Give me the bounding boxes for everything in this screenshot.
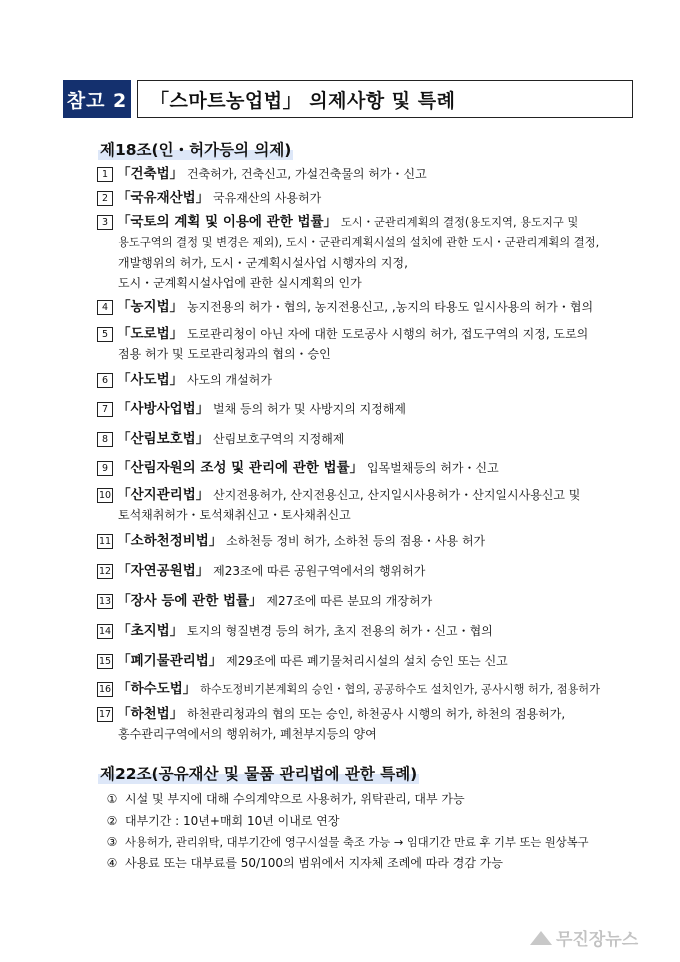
item-text: 농지전용의 허가・협의, 농지전용신고, ,농지의 타용도 일시사용의 허가・협의 <box>186 300 594 314</box>
item-number: 5 <box>97 327 113 342</box>
item-text: 하수도정비기본계획의 승인・협의, 공공하수도 설치인가, 공사시행 허가, 점용허가 <box>200 683 600 696</box>
item-text-cont: 점용 허가 및 도로관리청과의 협의・승인 <box>118 347 331 361</box>
item-text: 사도의 개설허가 <box>186 373 272 387</box>
law-name: 「국토의 계획 및 이용에 관한 법률」 <box>117 214 338 230</box>
item-marker: ② <box>106 814 118 828</box>
watermark <box>530 925 638 950</box>
law-name: 「산림자원의 조성 및 관리에 관한 법률」 <box>117 460 364 476</box>
item-number: 12 <box>99 566 112 577</box>
item-text: 제23조에 따른 공원구역에서의 행위허가 <box>213 564 426 578</box>
item-marker: ① <box>106 792 118 806</box>
law-name: 「하천법」 <box>117 706 184 722</box>
law-name: 「폐기물관리법」 <box>117 653 223 669</box>
item-marker: ④ <box>106 856 118 870</box>
list-item-8 <box>97 429 657 449</box>
law-name: 「자연공원법」 <box>117 563 210 579</box>
list-item-12 <box>97 561 657 581</box>
law-name: 「도로법」 <box>117 326 184 342</box>
item-number: 3 <box>97 215 113 230</box>
page-title: 「스마트농업법」 의제사항 및 특례 <box>137 80 633 118</box>
item-text: 대부기간 : 10년+매회 10년 이내로 연장 <box>125 814 340 828</box>
list-item-14 <box>97 621 657 641</box>
list-item-3 <box>97 212 657 293</box>
item-text: 산지전용허가, 산지전용신고, 산지일시사용허가・산지일시사용신고 및 <box>213 488 581 502</box>
item-number: 13 <box>99 596 112 607</box>
item-text: 시설 및 부지에 대해 수의계약으로 사용허가, 위탁관리, 대부 가능 <box>125 792 465 806</box>
item-number: 6 <box>97 373 113 388</box>
item-text: 제27조에 따른 분묘의 개장허가 <box>266 594 433 608</box>
law-name: 「건축법」 <box>117 166 184 182</box>
list-item-17 <box>97 704 657 744</box>
item-text: 산림보호구역의 지정해제 <box>213 432 345 446</box>
item-number: 8 <box>97 432 113 447</box>
law-name: 「하수도법」 <box>117 681 197 697</box>
reference-tag: 참고 2 <box>63 80 131 118</box>
item-number: 17 <box>99 709 112 720</box>
item-number: 1 <box>97 167 113 182</box>
list-item-11 <box>97 531 657 551</box>
law-name: 「농지법」 <box>117 299 184 315</box>
list-item-4 <box>97 297 657 317</box>
provision-item-1 <box>103 789 465 809</box>
header <box>63 80 633 118</box>
section-title-article18: 제18조(인・허가등의 의제) <box>98 138 293 160</box>
watermark-text: 무진장뉴스 <box>556 930 639 950</box>
list-item-7 <box>97 399 657 419</box>
list-item-2 <box>97 188 657 208</box>
item-text-cont: 용도구역의 결정 및 변경은 제외), 도시・군관리계획시설의 설치에 관한 도시・군관리계획의 결정, <box>118 236 600 249</box>
item-text: 소하천등 정비 허가, 소하천 등의 점용・사용 허가 <box>226 534 486 548</box>
item-number: 2 <box>97 191 113 206</box>
item-text: 토지의 형질변경 등의 허가, 초지 전용의 허가・신고・협의 <box>187 624 493 638</box>
list-item-9 <box>97 458 657 478</box>
law-name: 「사방사업법」 <box>117 401 210 417</box>
item-marker: ③ <box>106 835 118 849</box>
section-title-article22: 제22조(공유재산 및 물품 관리법에 관한 특례) <box>98 762 419 784</box>
list-item-10 <box>97 485 657 525</box>
provision-item-3 <box>103 832 589 853</box>
item-text: 사용허가, 관리위탁, 대부기간에 영구시설물 축조 가능 → 임대기간 만료 후 기부 또는 원상복구 <box>125 836 589 849</box>
law-name: 「국유재산법」 <box>117 190 210 206</box>
mountain-icon <box>530 931 552 945</box>
item-text: 건축허가, 건축신고, 가설건축물의 허가・신고 <box>186 167 427 181</box>
list-item-5 <box>97 324 657 364</box>
item-text-cont: 도시・군계획시설사업에 관한 실시계획의 인가 <box>118 276 362 290</box>
list-item-13 <box>97 591 657 611</box>
item-text: 도시・군관리계획의 결정(용도지역, 용도지구 및 <box>340 216 579 229</box>
law-name: 「사도법」 <box>117 372 184 388</box>
item-number: 11 <box>99 536 112 547</box>
list-item-15 <box>97 651 657 671</box>
law-name: 「소하천정비법」 <box>117 533 223 549</box>
item-text: 도로관리청이 아닌 자에 대한 도로공사 시행의 허가, 접도구역의 지정, 도로의 <box>186 327 589 341</box>
item-text-cont: 홍수관리구역에서의 행위허가, 폐천부지등의 양여 <box>118 727 377 741</box>
list-item-6 <box>97 370 657 390</box>
item-number: 15 <box>99 656 112 667</box>
law-name: 「장사 등에 관한 법률」 <box>117 593 263 609</box>
item-text: 국유재산의 사용허가 <box>213 191 322 205</box>
provision-item-4 <box>103 853 503 873</box>
item-number: 10 <box>99 490 112 501</box>
item-text: 제29조에 따른 폐기물처리시설의 설치 승인 또는 신고 <box>226 654 508 668</box>
item-number: 9 <box>97 461 113 476</box>
item-text: 사용료 또는 대부료를 50/100의 범위에서 지자체 조례에 따라 경감 가능 <box>125 856 503 870</box>
item-text: 하천관리청과의 협의 또는 승인, 하천공사 시행의 허가, 하천의 점용허가, <box>187 707 566 721</box>
provision-item-2 <box>103 811 339 831</box>
item-number: 7 <box>97 402 113 417</box>
item-text-cont: 개발행위의 허가, 도시・군계획시설사업 시행자의 지정, <box>118 256 408 270</box>
law-name: 「산지관리법」 <box>117 487 210 503</box>
item-text: 입목벌채등의 허가・신고 <box>366 461 499 475</box>
list-item-16 <box>97 679 657 700</box>
law-name: 「산림보호법」 <box>117 431 210 447</box>
item-number: 16 <box>99 684 112 695</box>
item-text-cont: 토석채취허가・토석채취신고・토사채취신고 <box>118 508 351 522</box>
item-text: 벌채 등의 허가 및 사방지의 지정해제 <box>213 402 407 416</box>
law-name: 「초지법」 <box>117 623 184 639</box>
item-number: 14 <box>99 626 112 637</box>
list-item-1 <box>97 164 657 184</box>
item-number: 4 <box>97 300 113 315</box>
